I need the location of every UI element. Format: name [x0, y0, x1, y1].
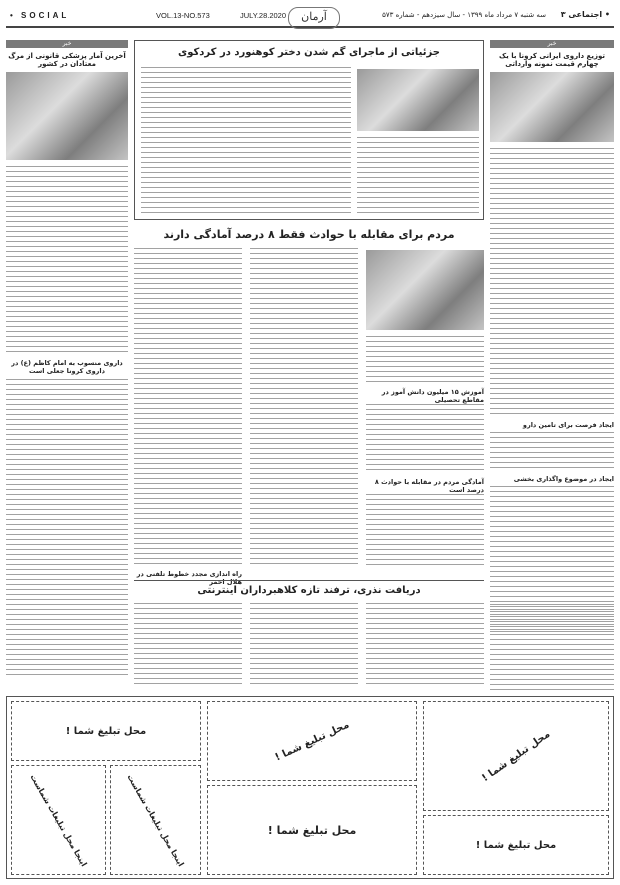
ad-box[interactable]	[207, 785, 417, 875]
ad-label: محل تبلیغ شما !	[475, 839, 557, 851]
article-body-text	[6, 166, 128, 356]
mountain-photo	[357, 69, 479, 131]
ad-label: محل تبلیغ شما !	[267, 823, 357, 837]
left-column-title: آخرین آمار پزشکی قانونی از مرگ معتادان در کشور	[8, 52, 126, 68]
volume-number: VOL.13-NO.573	[156, 11, 210, 20]
middle-story	[134, 228, 484, 586]
bottom-story-title: دریافت نذری، ترفند تازه کلاهبرداران اینترنتی	[197, 585, 421, 596]
ad-box[interactable]	[207, 701, 417, 781]
bottom-story	[134, 580, 484, 690]
left-column-story	[6, 40, 128, 690]
right-column-story	[490, 40, 614, 600]
article-body-text	[490, 604, 614, 690]
article-subhead: داروی منسوب به امام کاظم (ع) در داروی کرونا جعلی است	[11, 359, 123, 375]
ad-label: اینجا محل تبلیغات شماست	[28, 772, 89, 868]
newspaper-logo: آرمان	[288, 7, 340, 29]
article-subhead: آمادگی مردم در مقابله با حوادث ۸ درصد است	[374, 478, 484, 494]
ad-label: محل تبلیغ شما !	[65, 725, 147, 737]
article-subhead: ایجاد در موضوع واگذاری بخشی	[513, 475, 614, 483]
article-subhead: آموزش ۱۵ میلیون دانش آموز در مقاطع تحصیلی	[381, 388, 484, 404]
page-section-label: • اجتماعی ۳	[560, 10, 610, 19]
middle-story-title: مردم برای مقابله با حوادث فقط ۸ درصد آمادگی دارند	[163, 228, 455, 241]
issue-date-persian: سه شنبه ۷ مرداد ماه ۱۳۹۹ - سال سیزدهم - شماره ۵۷۳	[382, 11, 546, 19]
top-story	[134, 40, 484, 220]
relief-workers-photo	[366, 250, 484, 330]
ad-label: اینجا محل تبلیغات شماست	[125, 772, 186, 868]
article-body-text	[490, 148, 614, 418]
ad-label: محل تبلیغ شما !	[479, 728, 553, 784]
ad-box[interactable]	[11, 765, 106, 875]
section-tag-english: • SOCIAL	[10, 11, 70, 20]
article-body-text	[6, 379, 128, 679]
article-body-text	[366, 603, 484, 687]
article-body-text	[250, 248, 358, 568]
addict-photo	[6, 72, 128, 160]
ad-box[interactable]	[423, 815, 609, 875]
article-subhead: ایجاد فرصت برای تامین دارو	[522, 421, 614, 429]
article-body-text	[250, 603, 358, 687]
article-body-text	[366, 494, 484, 568]
ad-box[interactable]	[110, 765, 201, 875]
issue-date-english: JULY.28.2020	[240, 11, 287, 20]
article-body-text	[490, 432, 614, 472]
minister-photo	[490, 72, 614, 142]
article-body-text	[366, 404, 484, 474]
ad-label: محل تبلیغ شما !	[273, 719, 351, 763]
ad-box[interactable]	[11, 701, 201, 761]
article-body-text	[134, 248, 242, 568]
right-column-title: توزیع داروی ایرانی کرونا با یک چهارم قیمت نمونه وارداتی	[498, 52, 605, 68]
article-body-text	[357, 137, 479, 215]
top-story-title: جزئیاتی از ماجرای گم شدن دختر کوهنورد در کردکوی	[178, 47, 440, 58]
news-tag: خبر	[6, 40, 128, 48]
news-tag: خبر	[490, 40, 614, 48]
masthead-bar	[6, 6, 614, 28]
article-body-text	[134, 603, 242, 687]
article-body-text	[366, 336, 484, 386]
ad-box[interactable]	[423, 701, 609, 811]
article-body-text	[141, 67, 351, 215]
article-subhead: راه اندازی مجدد خطوط تلفنی در هلال احمر	[136, 570, 242, 586]
ads-region	[6, 696, 614, 879]
